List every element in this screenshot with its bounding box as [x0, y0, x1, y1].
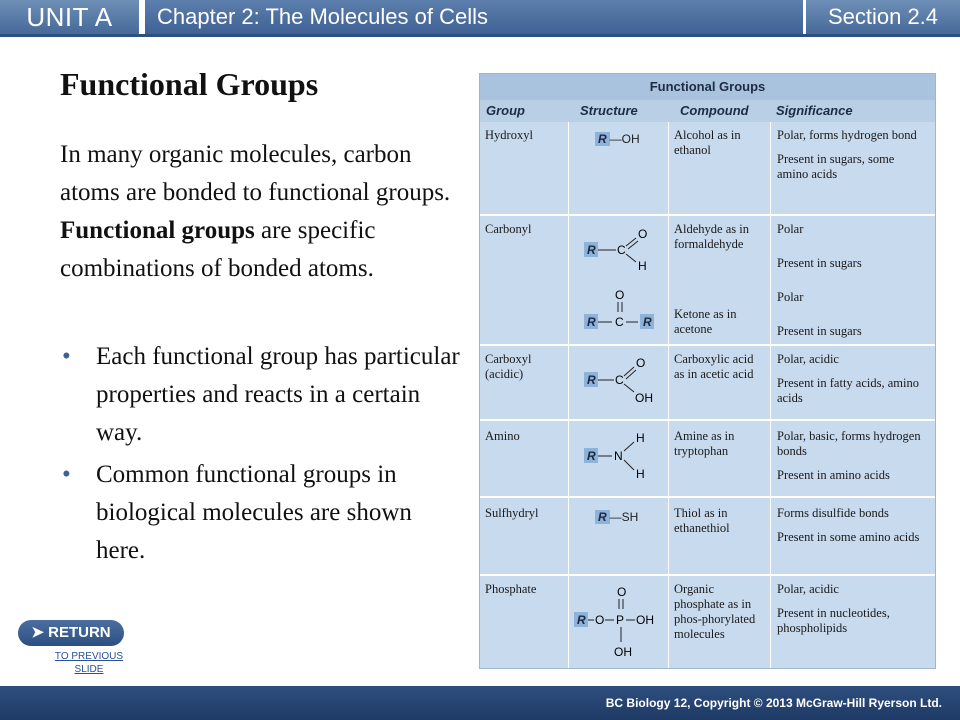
return-button-label: RETURN [48, 624, 111, 641]
bullet-glyph: • [62, 461, 71, 488]
table-cell-group: Amino [485, 429, 520, 443]
table-cell-significance: Present in sugars [777, 324, 862, 338]
header-divider [0, 34, 960, 37]
copyright-text: BC Biology 12, Copyright © 2013 McGraw-Hill Ryerson Ltd. [605, 696, 942, 710]
table-cell-group: Carboxyl (acidic) [485, 352, 532, 381]
structure-amino [580, 428, 666, 490]
svg-text:O: O [617, 585, 627, 599]
bullet-item: • Common functional groups in biological molecules are shown here. [60, 456, 460, 570]
amino-structure-drawing [580, 428, 666, 490]
structure-sulfhydryl: R —SH [595, 510, 638, 524]
table-cell-compound: Organic phosphate as in phos-phorylated molecules [674, 582, 756, 641]
col-header-group: Group [486, 103, 525, 118]
intro-text-2: are specific combinations of bonded atoms. [60, 217, 376, 282]
unit-label: UNIT A [0, 0, 142, 34]
svg-text:R: R [587, 373, 596, 387]
col-header-significance: Significance [776, 103, 853, 118]
svg-text:H: H [636, 467, 645, 481]
phosphate-structure-drawing [572, 582, 668, 666]
svg-text:R: R [587, 315, 596, 329]
table-cell-compound: Thiol as in ethanethiol [674, 506, 730, 535]
table-col-divider [568, 122, 569, 668]
intro-text-1: In many organic molecules, carbon atoms are bonded to functional groups. [60, 141, 451, 206]
intro-bold-term: Functional groups [60, 217, 255, 244]
table-cell-significance: Polar, acidic Present in fatty acids, amino acids [777, 352, 919, 405]
col-header-compound: Compound [680, 103, 749, 118]
table-cell-significance: Forms disulfide bonds Present in some amino acids [777, 506, 920, 544]
table-row-divider [480, 574, 935, 576]
return-button[interactable] [18, 620, 124, 646]
svg-text:R: R [643, 315, 652, 329]
svg-text:R: R [587, 449, 596, 463]
svg-text:OH: OH [636, 613, 654, 627]
table-cell-significance: Polar, basic, forms hydrogen bonds Present in amino acids [777, 429, 921, 482]
table-row-divider [480, 419, 935, 421]
table-row-divider [480, 214, 935, 216]
return-arrow-icon: ➤ [31, 624, 44, 641]
intro-paragraph [60, 136, 460, 288]
structure-hydroxyl: R —OH [595, 132, 640, 146]
svg-text:H: H [638, 259, 647, 273]
svg-text:R: R [577, 613, 586, 627]
svg-text:H: H [636, 431, 645, 445]
table-cell-significance: Polar [777, 222, 804, 236]
svg-text:O: O [638, 227, 648, 241]
table-cell-significance: Polar [777, 290, 804, 304]
svg-text:O: O [636, 356, 646, 370]
col-header-structure: Structure [580, 103, 638, 118]
svg-text:C: C [615, 315, 624, 329]
table-cell-group: Carbonyl [485, 222, 532, 236]
svg-text:OH: OH [635, 391, 653, 405]
table-cell-compound: Amine as in tryptophan [674, 429, 735, 458]
table-header-row [480, 100, 935, 122]
svg-text:N: N [614, 449, 623, 463]
table-cell-compound: Alcohol as in ethanol [674, 128, 741, 157]
return-previous-slide-link[interactable]: TO PREVIOUS SLIDE [54, 651, 124, 675]
table-cell-significance: Polar, forms hydrogen bond Present in sugars, some amino acids [777, 128, 917, 181]
functional-groups-table [479, 73, 936, 669]
table-row-divider [480, 496, 935, 498]
table-cell-group: Hydroxyl [485, 128, 533, 142]
table-cell-compound: Carboxylic acid as in acetic acid [674, 352, 754, 381]
svg-text:P: P [616, 613, 625, 627]
bullet-item: • Each functional group has particular properties and reacts in a certain way. [60, 338, 460, 452]
table-col-divider [668, 122, 669, 668]
table-cell-significance: Polar, acidic Present in nucleotides, phospholipids [777, 582, 890, 635]
table-cell-group: Phosphate [485, 582, 537, 596]
carbonyl-structure-drawing [580, 224, 666, 334]
table-title: Functional Groups [480, 74, 935, 100]
table-cell-compound: Aldehyde as in formaldehyde [674, 222, 749, 251]
bullet-glyph: • [62, 343, 71, 370]
svg-text:C: C [615, 373, 624, 387]
table-row-divider [480, 344, 935, 346]
footer-bar [0, 686, 960, 720]
structure-carbonyl [580, 224, 666, 334]
svg-text:O: O [595, 613, 605, 627]
table-cell-group: Sulfhydryl [485, 506, 539, 520]
header-bar [0, 0, 960, 36]
svg-text:C: C [617, 243, 626, 257]
structure-phosphate [572, 582, 668, 666]
structure-carboxyl [580, 352, 666, 412]
carboxyl-structure-drawing [580, 352, 666, 412]
section-label: Section 2.4 [806, 0, 960, 34]
bullet-list [60, 338, 460, 574]
svg-text:O: O [615, 288, 625, 302]
chapter-label: Chapter 2: The Molecules of Cells [145, 0, 803, 34]
svg-text:R: R [587, 243, 596, 257]
slide-title: Functional Groups [60, 66, 319, 102]
svg-text:OH: OH [614, 645, 632, 659]
table-col-divider [770, 122, 771, 668]
table-cell-significance: Present in sugars [777, 256, 862, 270]
table-cell-compound: Ketone as in acetone [674, 307, 737, 336]
